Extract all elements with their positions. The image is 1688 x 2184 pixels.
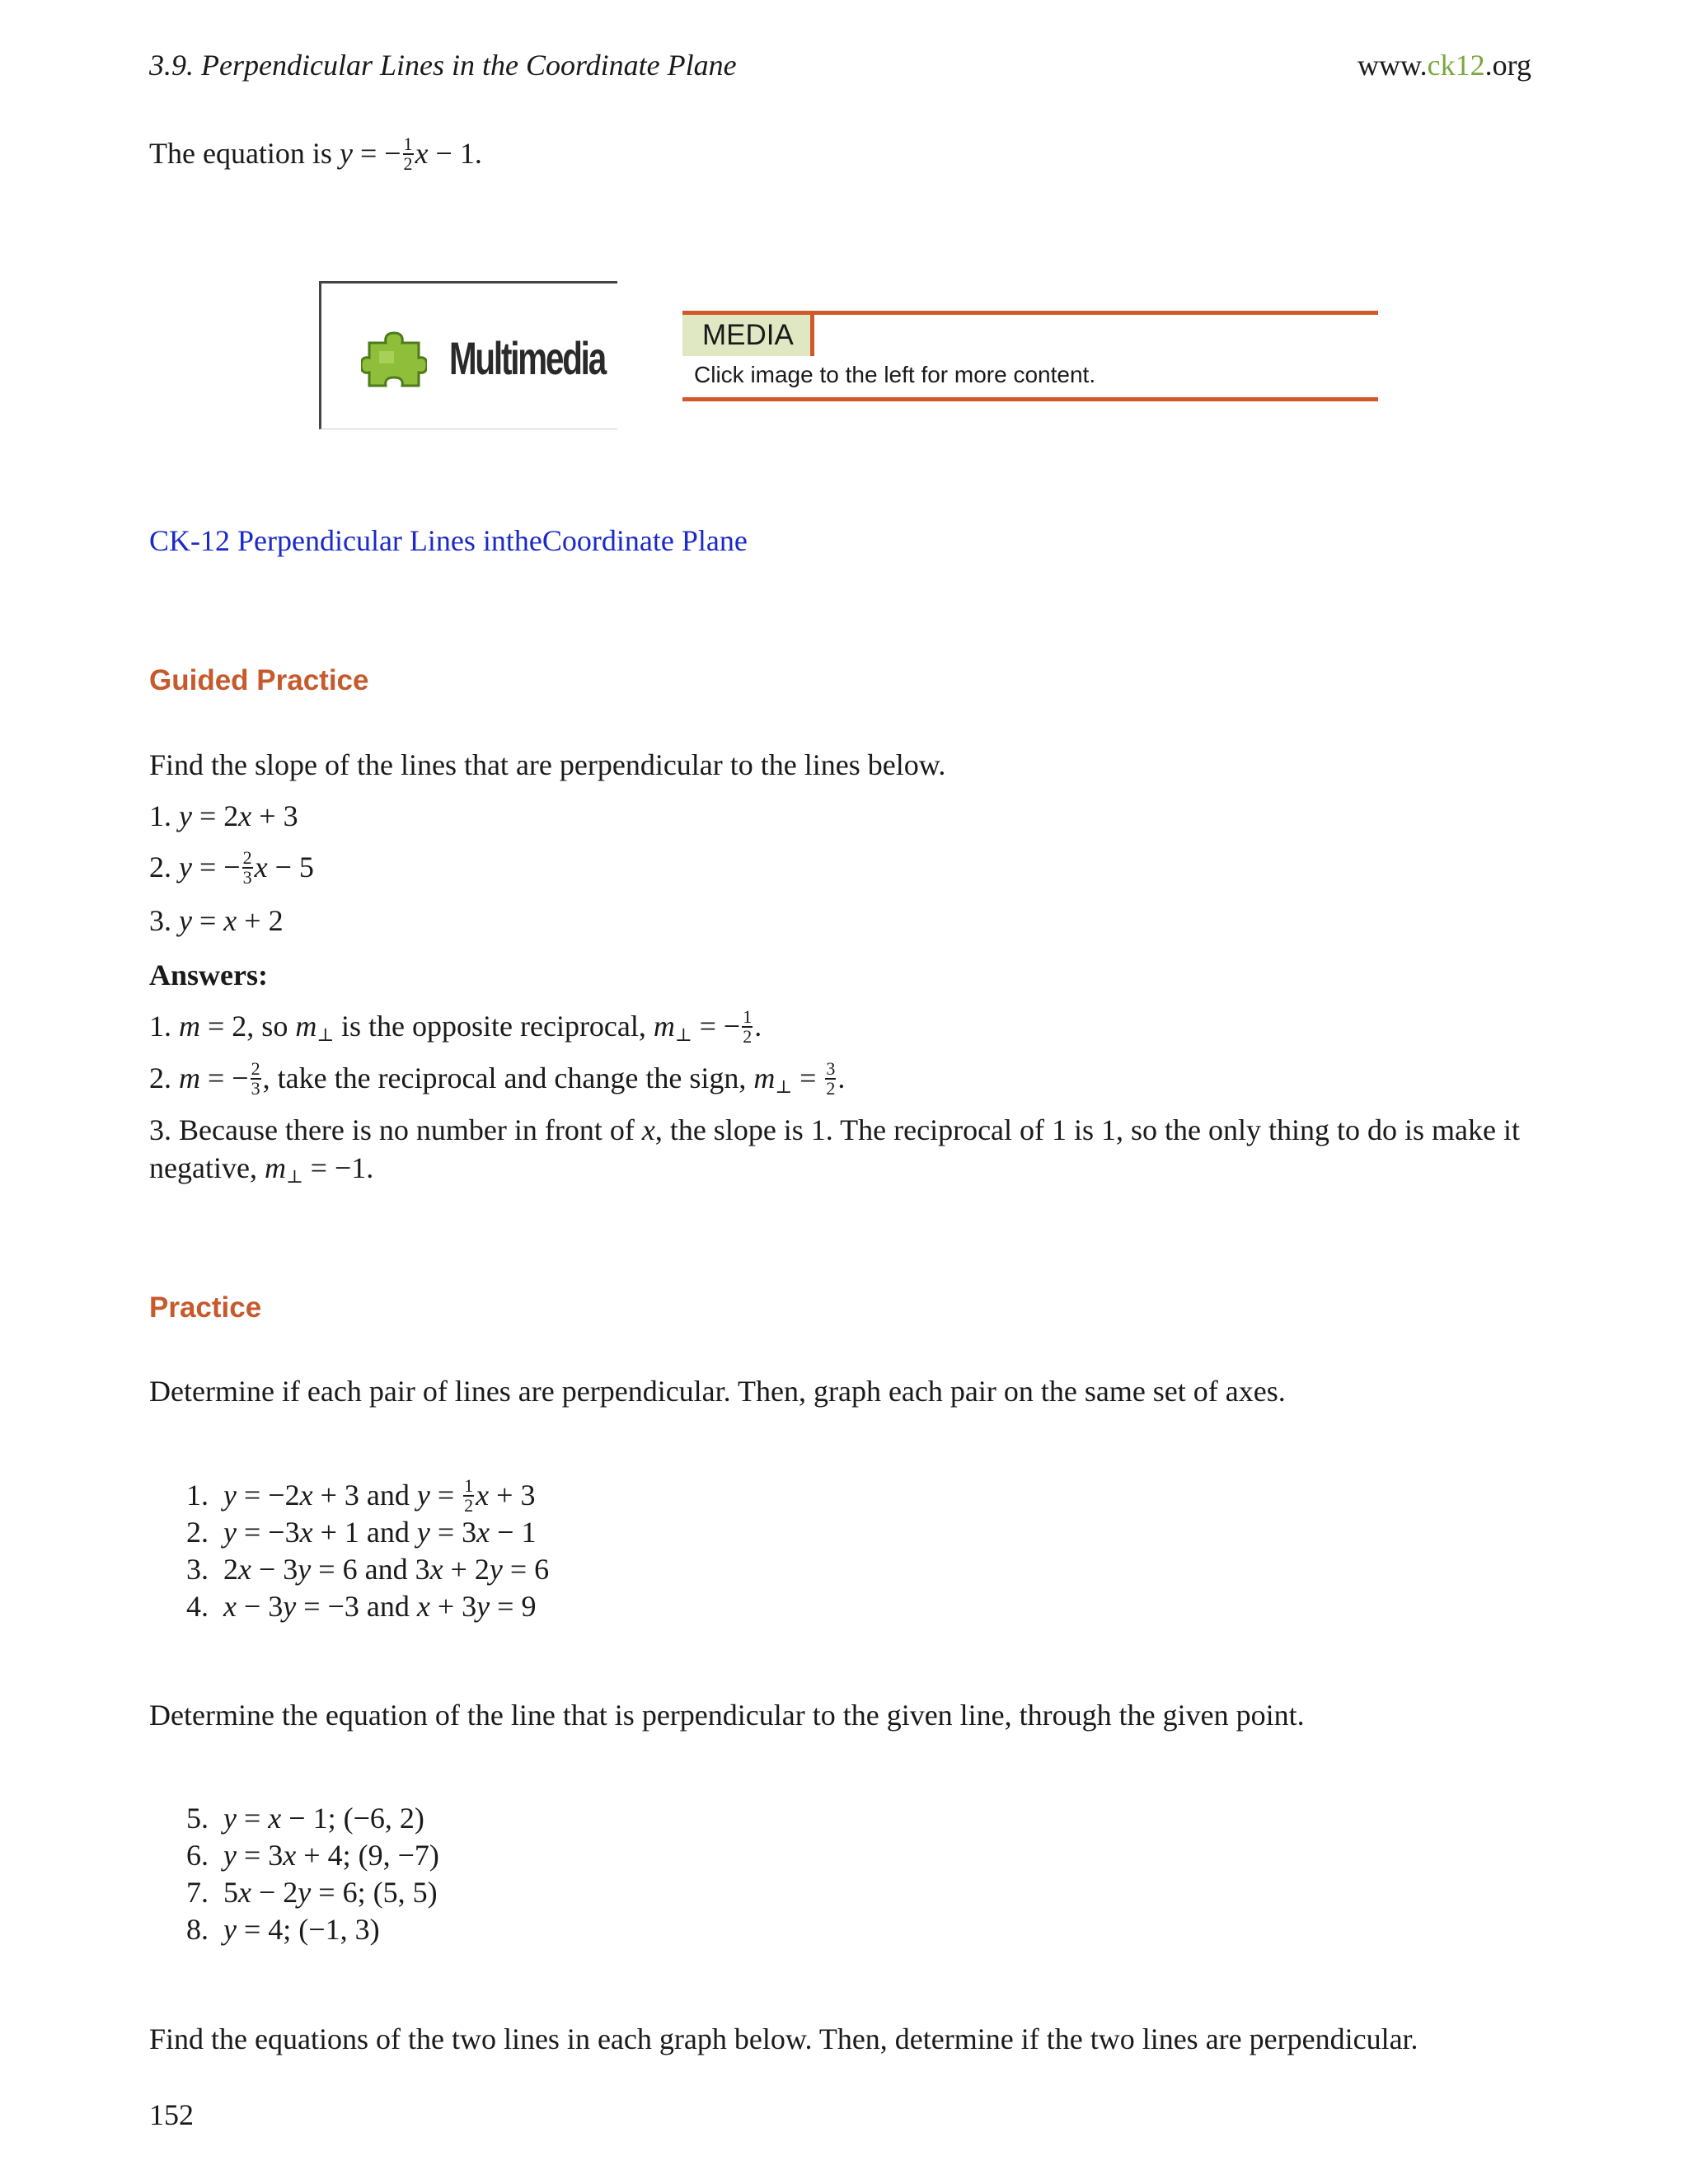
practice-item-3: 3. 2x − 3y = 6 and 3x + 2y = 6 <box>186 1553 550 1586</box>
practice-item-4: 4. x − 3y = −3 and x + 3y = 9 <box>186 1590 537 1623</box>
guided-answer-1: 1. m = 2, so m⊥ is the opposite reciprocal, m⊥ = − $\frac{1}{2}$ . <box>149 1005 762 1047</box>
guided-question-2: 2. y = − $\frac{2}{3}$ x − 5 <box>149 846 314 888</box>
practice-heading: Practice <box>149 1291 262 1324</box>
practice-item-8: 8. y = 4; (−1, 3) <box>186 1913 380 1946</box>
practice-item-7: 7. 5x − 2y = 6; (5, 5) <box>186 1876 438 1909</box>
practice-item-5: 5. y = x − 1; (−6, 2) <box>186 1802 424 1835</box>
practice-item-2: 2. y = −3x + 1 and y = 3x − 1 <box>186 1516 537 1549</box>
guided-answer-3-cont: negative, m⊥ = −1. <box>149 1151 374 1187</box>
guided-answer-2: 2. m = − $\frac{2}{3}$ , take the reciprocal and change the sign, m⊥ = $\frac{3}{2}$ . <box>149 1057 846 1099</box>
guided-answer-3: 3. Because there is no number in front of x, the slope is 1. The reciprocal of 1 is 1, so the only thing to do is make it <box>149 1113 1520 1146</box>
running-header-section: 3.9. Perpendicular Lines in the Coordinate Plane <box>149 49 737 82</box>
page-number: 152 <box>149 2098 194 2131</box>
practice-item-1: 1. y = −2x + 3 and y = $\frac{1}{2}$ x + 3 <box>186 1474 536 1516</box>
running-header-site: www.ck12.org <box>1357 49 1531 82</box>
media-callout <box>682 311 1378 401</box>
practice-item-6: 6. y = 3x + 4; (9, −7) <box>186 1839 439 1872</box>
ck12-video-link[interactable]: CK-12 Perpendicular Lines intheCoordinate Plane <box>149 524 748 557</box>
intro-equation: The equation is y = − $\frac{1}{2}$ x − 1. <box>149 133 482 174</box>
media-tag: MEDIA <box>682 315 814 356</box>
multimedia-logo-text: Multimedia <box>449 332 605 384</box>
puzzle-piece-icon <box>361 326 427 388</box>
practice-intro-3: Find the equations of the two lines in each graph below. Then, determine if the two lines are perpendicular. <box>149 2022 1418 2055</box>
multimedia-thumbnail[interactable] <box>319 281 617 429</box>
guided-practice-heading: Guided Practice <box>149 664 369 696</box>
media-note: Click image to the left for more content. <box>694 362 1096 387</box>
answers-label: Answers: <box>149 958 268 991</box>
guided-question-1: 1. y = 2x + 3 <box>149 799 298 832</box>
guided-practice-intro: Find the slope of the lines that are perpendicular to the lines below. <box>149 748 946 781</box>
practice-intro-2: Determine the equation of the line that is perpendicular to the given line, through the given point. <box>149 1699 1305 1732</box>
practice-intro-1: Determine if each pair of lines are perpendicular. Then, graph each pair on the same set of axes. <box>149 1375 1286 1408</box>
guided-question-3: 3. y = x + 2 <box>149 904 284 937</box>
